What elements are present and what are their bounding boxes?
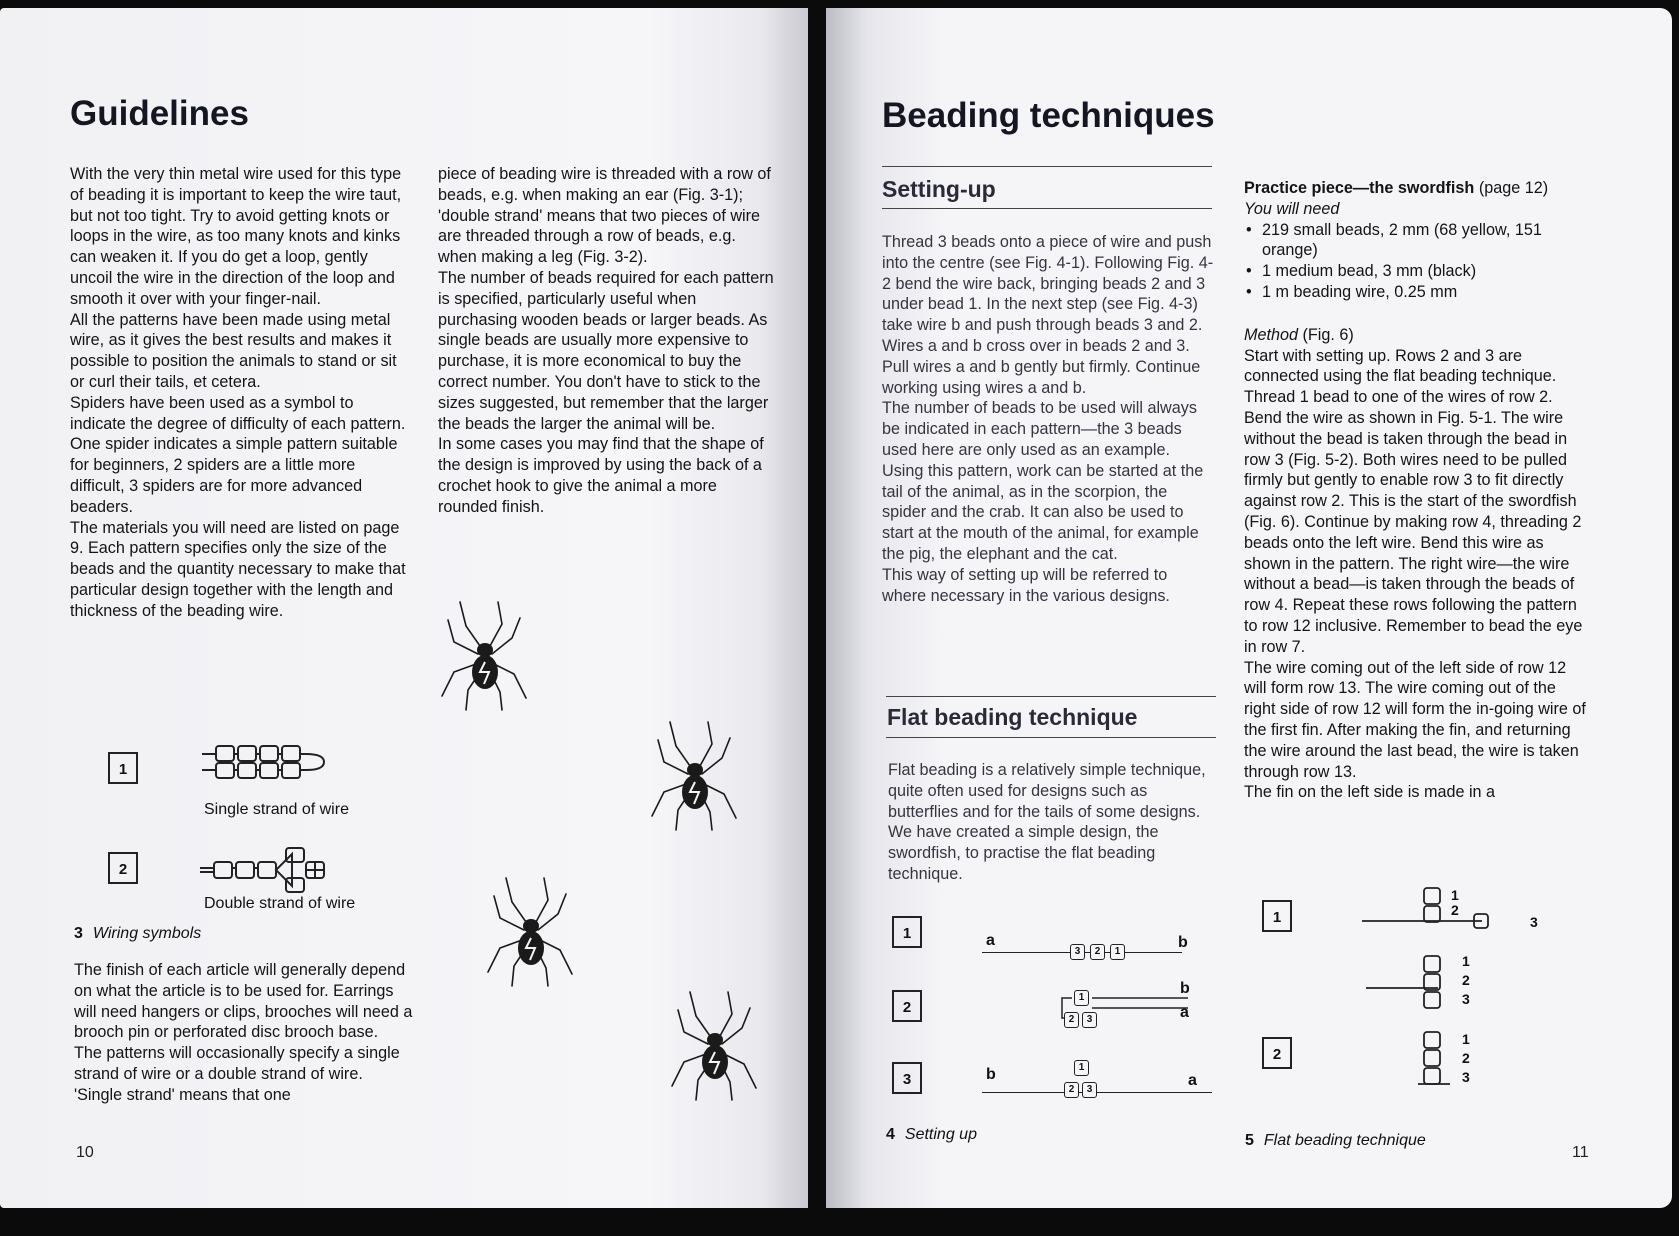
list-item: • 219 small beads, 2 mm (68 yellow, 151 orange)	[1244, 220, 1589, 262]
spider-icon	[650, 720, 740, 832]
bead-2: 2	[1090, 944, 1105, 960]
bead-1: 1	[1110, 944, 1125, 960]
spider-icon	[486, 876, 576, 988]
spider-icon	[440, 600, 530, 712]
figure-5-caption	[1245, 1132, 1426, 1150]
number-label: 3	[1462, 1069, 1470, 1085]
bead-2: 2	[1064, 1012, 1079, 1028]
divider	[882, 208, 1212, 209]
paragraph: The number of beads to be used will always be indicated in each pattern—the 3 beads used here are only used as an example. Using this pattern, work can be started at the tail of the animal, as in the scorpion, the spider and the crab. It can also be used to start at the mouth of the animal, for example the pig, the elephant and the cat.	[882, 399, 1204, 563]
bead-1: 1	[1074, 990, 1089, 1006]
paragraph: piece of beading wire is threaded with a row of beads, e.g. when making an ear (Fig. 3-1); 'double strand' means that two pieces of wire are threaded through a row of beads, e.g. when making a leg (Fig. 3-2).	[438, 165, 771, 267]
paragraph: This way of setting up will be referred to where necessary in the various designs.	[882, 565, 1170, 605]
wire-label-a: a	[1188, 1072, 1197, 1089]
figure-box-1: 1	[108, 752, 138, 784]
figure-4-box-1: 1	[892, 916, 922, 948]
page-title: Beading techniques	[882, 96, 1215, 135]
paragraph: Flat beading is a relatively simple technique, quite often used for designs such as butterflies and for the tails of some designs.	[888, 761, 1206, 821]
figure-5-2-numbers	[1462, 1030, 1470, 1087]
single-strand-diagram	[200, 742, 330, 782]
number-label: 2	[1451, 902, 1459, 918]
figure-box-2: 2	[108, 852, 138, 884]
paragraph: The wire coming out of the left side of row 12 will form row 13. The wire coming out of the right side of row 12 will form the in-going wire of the first fin. After making the fin, and returning the wire around the last bead, the wire is taken through row 13.	[1244, 658, 1586, 781]
wire-label-b: b	[986, 1066, 996, 1083]
paragraph: The finish of each article will generally depend on what the article is to be used for. Earrings will need hangers or clips, brooches will need a brooch pin or perforated disc brooch base.	[74, 961, 413, 1042]
paragraph: All the patterns have been made using metal wire, as it gives the best results and makes it possible to position the animals to stand or sit or curl their tails, et cetera.	[70, 310, 397, 391]
number-label: 1	[1462, 1031, 1470, 1047]
list-item: • 1 medium bead, 3 mm (black)	[1244, 261, 1589, 282]
divider	[886, 737, 1216, 738]
number-label: 1	[1462, 953, 1470, 969]
practice-page-ref: (page 12)	[1478, 179, 1549, 197]
you-will-need-label: You will need	[1244, 199, 1340, 218]
page-number: 11	[1572, 1144, 1589, 1161]
caption-text: Wiring symbols	[92, 925, 202, 942]
bead-3: 3	[1070, 944, 1085, 960]
figure-5-box-2: 2	[1262, 1037, 1292, 1069]
figure-3-caption	[74, 925, 201, 943]
left-column-1-bottom	[74, 960, 414, 1106]
paragraph: Spiders have been used as a symbol to indicate the degree of difficulty of each pattern. One spider indicates a simple pattern suitable for beginners, 2 spiders are a little more difficult, 3 spiders are for more advanced beaders.	[70, 393, 406, 516]
method-label	[1244, 325, 1589, 346]
figure-5-diagram	[1362, 884, 1492, 1094]
single-strand-label: Single strand of wire	[204, 801, 349, 818]
caption-text: Flat beading technique	[1263, 1132, 1426, 1149]
figure-4-box-2: 2	[892, 990, 922, 1022]
paragraph: The materials you will need are listed on page 9. Each pattern specifies only the size of the beads and the quantity necessary to make that particular design together with the length and thickness of the beading wire.	[70, 518, 406, 620]
bead-3: 3	[1082, 1012, 1097, 1028]
double-strand-label: Double strand of wire	[204, 895, 356, 912]
bead-2: 2	[1064, 1082, 1079, 1098]
number-label: 2	[1462, 972, 1470, 988]
left-column-2	[438, 164, 778, 518]
spider-icon	[670, 990, 760, 1102]
paragraph: We have created a simple design, the swordfish, to practise the flat beading technique.	[888, 823, 1159, 883]
left-column-1	[70, 164, 410, 622]
figure-4-box-3: 3	[892, 1062, 922, 1094]
wire	[982, 1092, 1212, 1093]
paragraph: Start with setting up. Rows 2 and 3 are connected using the flat beading technique. Thread 1 bead to one of the wires of row 2. Bend the wire as shown in Fig. 5-1. The wire without the bead is taken through the bead in row 3 (Fig. 5-2). Both wires need to be pulled firmly but gently to enable row 3 to fit directly against row 2. This is the start of the swordfish (Fig. 6). Continue by making row 4, threading 2 beads onto the left wire. Bend this wire as shown in the pattern. The right wire—the wire without a bead—is taken through the beads of row 4. Repeat these rows following the pattern to row 12 inclusive. Remember to bead the eye in row 7.	[1244, 346, 1583, 656]
wire-label-b: b	[1180, 980, 1190, 997]
paragraph: The fin on the left side is made in a	[1244, 783, 1496, 802]
flat-beading-text	[888, 760, 1218, 885]
practice-title-bold: Practice piece—the swordfish	[1244, 179, 1475, 197]
bead-1: 1	[1074, 1060, 1089, 1076]
page-number: 10	[76, 1144, 94, 1161]
caption-number: 3	[74, 925, 83, 942]
practice-piece	[1244, 178, 1589, 803]
divider	[886, 696, 1216, 697]
figure-4-caption	[886, 1126, 977, 1144]
page-title: Guidelines	[70, 94, 249, 133]
list-item: • 1 m beading wire, 0.25 mm	[1244, 282, 1589, 303]
figure-5-1-numbers	[1451, 886, 1459, 920]
bead-3: 3	[1082, 1082, 1097, 1098]
section-heading-setting-up: Setting-up	[882, 176, 996, 202]
method-label-text: Method	[1244, 325, 1298, 344]
left-page	[0, 8, 808, 1208]
wire-label-b: b	[1178, 934, 1188, 951]
paragraph: In some cases you may find that the shape of the design is improved by using the back of a crochet hook to give the animal a more rounded finish.	[438, 435, 764, 516]
section-heading-flat-beading: Flat beading technique	[887, 704, 1138, 730]
paragraph: Thread 3 beads onto a piece of wire and push into the centre (see Fig. 4-1). Following Fig. 4-2 bend the wire back, bringing beads 2 and 3 under bead 1. In the next step (see Fig. 4-3) take wire b and push through beads 3 and 2. Wires a and b cross over in beads 2 and 3. Pull wires a and b gently but firmly. Continue working using wires a and b.	[882, 233, 1214, 397]
number-label: 1	[1451, 887, 1459, 903]
figure-5-box-1: 1	[1262, 900, 1292, 932]
figure-5-1b-numbers	[1462, 952, 1470, 1009]
paragraph: The patterns will occasionally specify a single strand of wire or a double strand of wire. 'Single strand' means that one	[74, 1044, 400, 1104]
figure-5-1-number-3: 3	[1530, 914, 1538, 930]
method-fig-ref: (Fig. 6)	[1302, 325, 1354, 344]
wire-label-a: a	[986, 932, 995, 949]
practice-title	[1244, 178, 1589, 199]
number-label: 3	[1462, 991, 1470, 1007]
divider	[882, 166, 1212, 167]
number-label: 2	[1462, 1050, 1470, 1066]
setting-up-text	[882, 232, 1214, 606]
caption-text: Setting up	[904, 1126, 977, 1143]
paragraph: With the very thin metal wire used for this type of beading it is important to keep the wire taut, but not too tight. Try to avoid getting knots or loops in the wire, as too many knots and kinks can weaken it. If you do get a loop, gently uncoil the wire in the direction of the loop and smooth it over with your finger-nail.	[70, 165, 402, 308]
wire-label-a: a	[1180, 1004, 1189, 1021]
right-page	[826, 8, 1672, 1208]
caption-number: 4	[886, 1126, 895, 1143]
materials-list	[1244, 220, 1589, 303]
double-strand-diagram	[198, 846, 338, 896]
paragraph: The number of beads required for each pattern is specified, particularly useful when purchasing wooden beads or larger beads. As single beads are usually more expensive to purchase, it is more economical to buy the correct number. You don't have to stick to the sizes suggested, but remember that the larger the beads the larger the animal will be.	[438, 268, 774, 433]
caption-number: 5	[1245, 1132, 1254, 1149]
